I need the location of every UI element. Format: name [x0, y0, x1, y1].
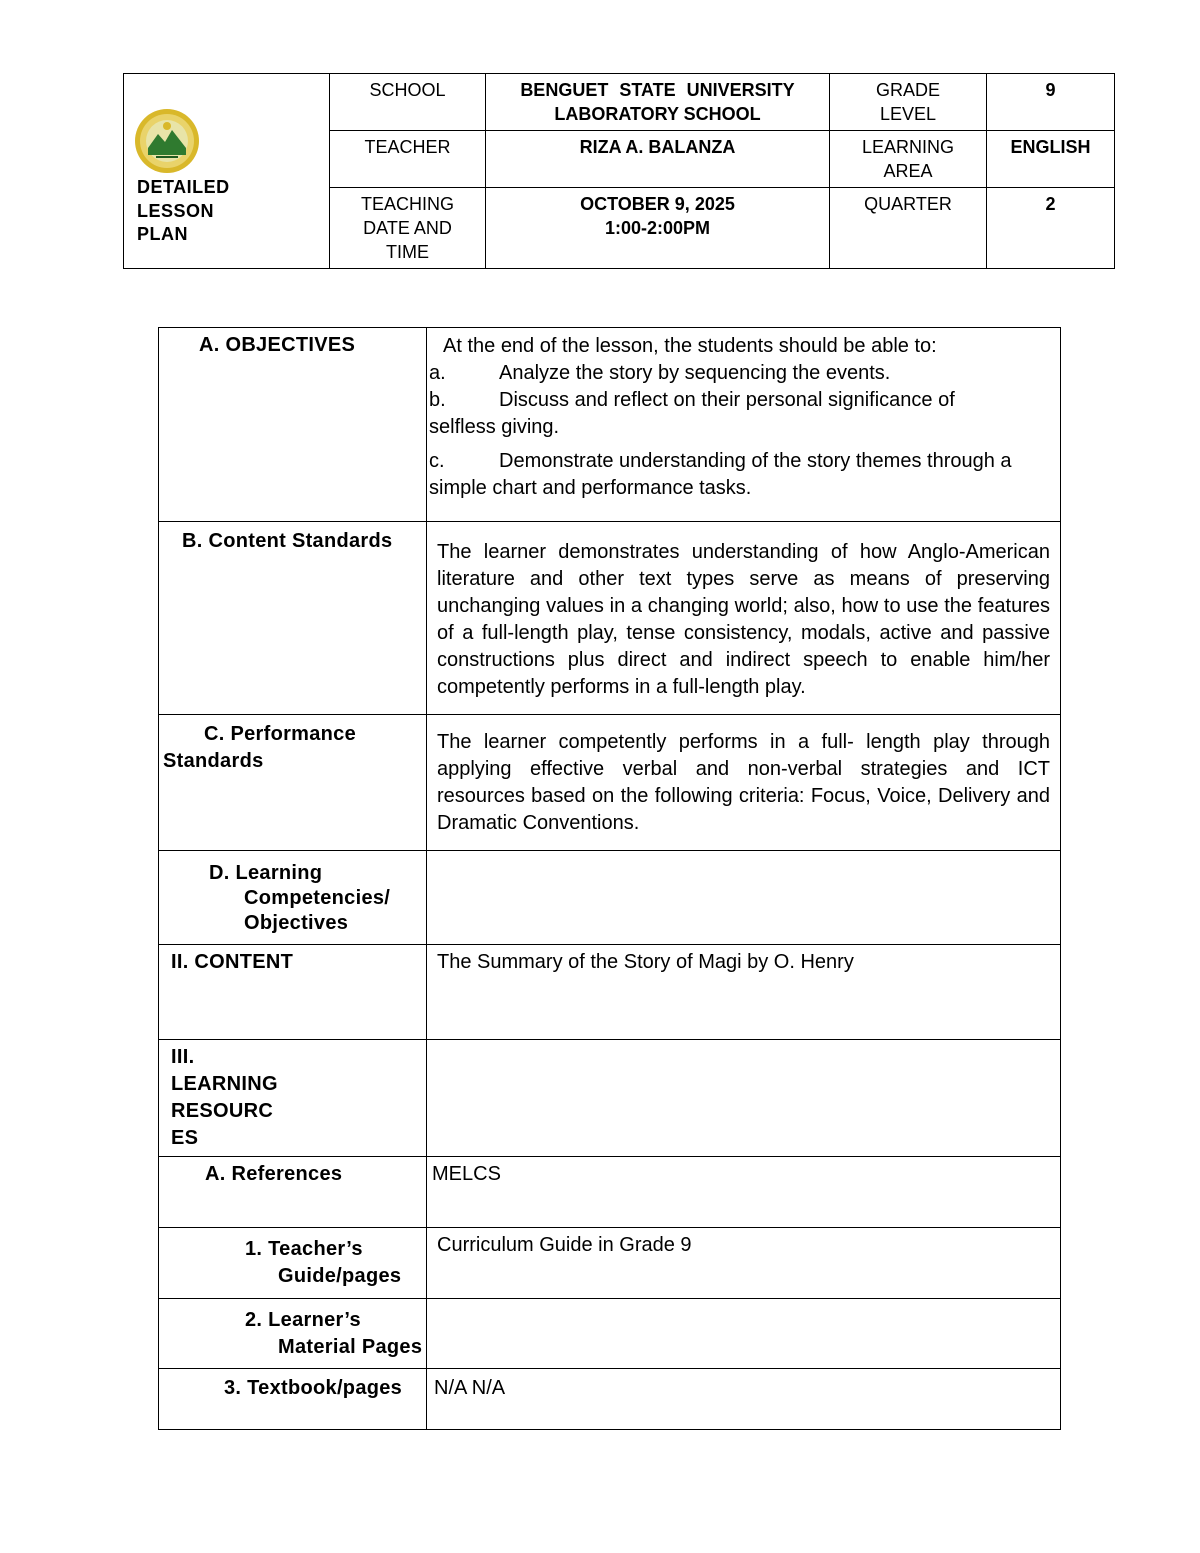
objective-item — [429, 448, 1050, 502]
teacher-label: TEACHER — [330, 131, 486, 188]
table-row — [159, 328, 1061, 522]
label-line: Competencies/ — [244, 887, 391, 909]
label-line: LEARNING — [861, 137, 955, 157]
competencies-value — [427, 851, 1061, 945]
grade-level-value: 9 — [987, 74, 1115, 131]
school-value — [486, 74, 830, 131]
references-value: MELCS — [427, 1157, 1061, 1228]
label-line: Objectives — [244, 912, 349, 934]
learners-material-value — [427, 1299, 1061, 1369]
label-line: AREA — [883, 161, 933, 181]
objective-text-continued: selfless giving. — [429, 416, 560, 438]
teaching-date-value — [486, 188, 830, 269]
label-line: 2. Learner’s — [245, 1309, 361, 1331]
learning-area-value: ENGLISH — [987, 131, 1115, 188]
label-line: Guide/pages — [278, 1265, 402, 1287]
doc-type-line: PLAN — [137, 224, 188, 244]
label-line: RESOURC — [171, 1100, 274, 1122]
learning-resources-value — [427, 1040, 1061, 1157]
label-line: 1. Teacher’s — [245, 1238, 363, 1260]
header-logo-cell — [124, 74, 330, 269]
content-label: II. CONTENT — [159, 945, 427, 1040]
content-standards-label: B. Content Standards — [159, 522, 427, 715]
quarter-value: 2 — [987, 188, 1115, 269]
label-line: TEACHING — [360, 194, 454, 214]
school-label: SCHOOL — [330, 74, 486, 131]
document-type-title — [137, 176, 230, 247]
date-line: OCTOBER 9, 2025 — [580, 194, 735, 214]
label-line: C. Performance — [204, 723, 357, 745]
table-row — [159, 1369, 1061, 1430]
header-table — [123, 73, 1115, 269]
university-seal-icon — [134, 108, 200, 174]
objective-text: Demonstrate understanding of the story themes through a — [499, 450, 1012, 472]
teacher-value: RIZA A. BALANZA — [486, 131, 830, 188]
teaching-date-label — [330, 188, 486, 269]
learning-resources-label — [159, 1040, 427, 1157]
learning-area-label — [830, 131, 987, 188]
objective-text: Discuss and reflect on their personal significance of — [499, 389, 955, 411]
table-row — [159, 945, 1061, 1040]
table-row — [159, 1228, 1061, 1299]
performance-standards-value: The learner competently performs in a full- length play through applying effective verbal and non-verbal strategies and ICT resources based on the following criteria: Focus, Voice, Delivery and Dramatic Conventions. — [427, 715, 1061, 851]
objectives-value — [427, 328, 1061, 522]
textbook-value: N/A N/A — [427, 1369, 1061, 1430]
school-name-line: BENGUET STATE UNIVERSITY — [520, 80, 795, 100]
objective-text-continued: simple chart and performance tasks. — [429, 477, 752, 499]
label-line: LEARNING — [171, 1073, 278, 1095]
label-line: Standards — [163, 750, 264, 772]
objective-marker: a. — [429, 362, 446, 384]
lesson-plan-table — [158, 327, 1061, 1430]
grade-level-label — [830, 74, 987, 131]
table-row — [159, 1299, 1061, 1369]
table-row — [159, 851, 1061, 945]
performance-standards-label — [159, 715, 427, 851]
label-line: Material Pages — [278, 1336, 423, 1358]
objective-marker: b. — [429, 389, 446, 411]
label-line: LEVEL — [879, 104, 937, 124]
school-name-line: LABORATORY SCHOOL — [554, 104, 761, 124]
table-row — [159, 1157, 1061, 1228]
content-value: The Summary of the Story of Magi by O. Henry — [427, 945, 1061, 1040]
learners-material-label — [159, 1299, 427, 1369]
competencies-label — [159, 851, 427, 945]
label-line: ES — [171, 1127, 199, 1149]
doc-type-line: LESSON — [137, 200, 215, 221]
label-line: D. Learning — [209, 862, 323, 884]
objective-item — [429, 387, 1050, 441]
textbook-label: 3. Textbook/pages — [159, 1369, 427, 1430]
objective-item — [429, 360, 1050, 387]
label-line: DATE AND — [363, 218, 452, 238]
objectives-intro: At the end of the lesson, the students should be able to: — [443, 335, 937, 357]
table-row — [159, 1040, 1061, 1157]
content-standards-value: The learner demonstrates understanding of how Anglo-American literature and other text types serve as means of preserving unchanging values in a changing world; also, how to use the features of a full-length play, tense consistency, modals, active and passive constructions plus direct and indirect speech to enable him/her competently performs in a full-length play. — [427, 522, 1061, 715]
label-line: GRADE — [875, 80, 940, 100]
quarter-label: QUARTER — [830, 188, 987, 269]
references-label: A. References — [159, 1157, 427, 1228]
table-row — [159, 715, 1061, 851]
time-line: 1:00-2:00PM — [604, 218, 711, 238]
teachers-guide-value: Curriculum Guide in Grade 9 — [427, 1228, 1061, 1299]
objective-marker: c. — [429, 450, 445, 472]
label-line: III. — [171, 1046, 195, 1068]
label-line: TIME — [386, 242, 429, 262]
teachers-guide-label — [159, 1228, 427, 1299]
objective-text: Analyze the story by sequencing the events. — [499, 362, 891, 384]
doc-type-line: DETAILED — [137, 177, 230, 197]
table-row — [159, 522, 1061, 715]
objectives-label: A. OBJECTIVES — [159, 328, 427, 522]
